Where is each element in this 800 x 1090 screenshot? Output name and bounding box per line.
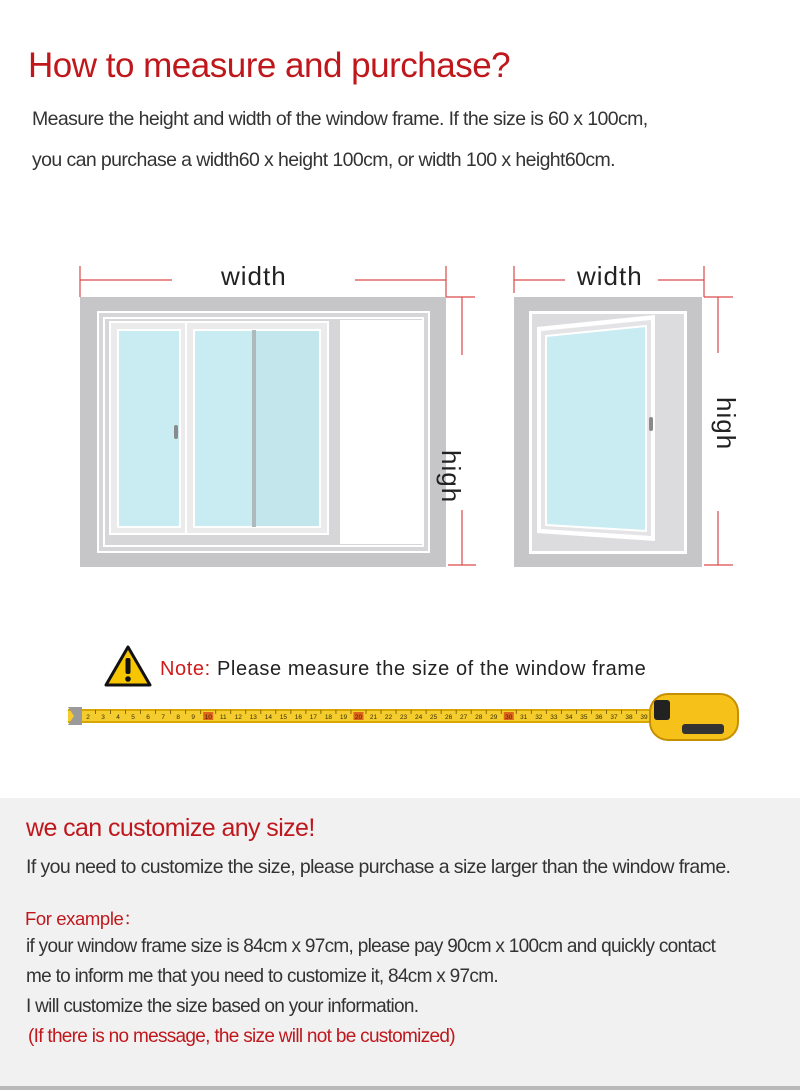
panel-bottom-divider (0, 1086, 800, 1090)
height-label-right: high (711, 397, 741, 451)
intro-line-1: Measure the height and width of the window frame. If the size is 60 x 100cm, (32, 108, 648, 130)
tape-number: 29 (490, 714, 498, 721)
note-body: Please measure the size of the window frame (216, 658, 647, 680)
tape-number: 12 (234, 714, 242, 721)
sliding-window-diagram (70, 255, 490, 575)
tape-number: 9 (191, 714, 196, 721)
width-label-left: width (221, 261, 287, 291)
tape-number: 11 (219, 714, 227, 721)
tape-number: 14 (264, 714, 272, 721)
tape-number: 37 (610, 714, 618, 721)
note-text (160, 658, 646, 681)
custom-description: If you need to customize the size, please purchase a size larger than the window frame. (26, 856, 731, 878)
tape-number: 28 (475, 714, 483, 721)
custom-title: we can customize any size! (26, 814, 315, 842)
tape-number: 16 (294, 714, 302, 721)
tape-number: 3 (101, 714, 105, 721)
tape-number: 32 (535, 714, 543, 721)
example-note: (If there is no message, the size will not be customized) (28, 1026, 455, 1047)
tape-number: 8 (176, 714, 180, 721)
tape-number: 24 (414, 714, 423, 721)
tape-number: 10 (204, 714, 212, 721)
intro-line-2: you can purchase a width60 x height 100cm, or width 100 x height60cm. (32, 149, 615, 171)
tape-number: 5 (131, 714, 135, 721)
tape-number: 36 (595, 714, 603, 721)
tape-number: 23 (399, 714, 408, 721)
tape-number: 15 (279, 714, 287, 721)
tape-number: 34 (565, 714, 573, 721)
page-title: How to measure and purchase? (28, 46, 511, 85)
tape-number: 4 (116, 714, 120, 721)
tape-number: 21 (369, 714, 378, 721)
tape-number: 39 (640, 714, 648, 721)
tape-number: 35 (580, 714, 588, 721)
sliding-window-illustration (70, 255, 490, 575)
example-line-1: if your window frame size is 84cm x 97cm, please pay 90cm x 100cm and quickly contact (26, 936, 716, 957)
example-title: For example： (25, 908, 142, 929)
tape-number: 6 (146, 714, 150, 721)
tape-number: 17 (309, 714, 318, 721)
tape-number: 13 (249, 714, 257, 721)
tape-number: 2 (86, 714, 90, 721)
tape-number: 31 (520, 714, 528, 721)
measuring-tape-icon (66, 688, 742, 748)
height-label-left: high (436, 450, 466, 504)
tape-number: 38 (625, 714, 633, 721)
tape-number: 22 (384, 714, 393, 721)
tape-number: 18 (324, 714, 333, 721)
tape-number: 19 (339, 714, 348, 721)
tape-number: 25 (430, 714, 438, 721)
example-line-2: me to inform me that you need to customize it, 84cm x 97cm. (26, 966, 498, 987)
width-label-right: width (577, 261, 643, 291)
casement-window-diagram (505, 255, 755, 575)
tape-number: 33 (550, 714, 558, 721)
tape-number: 30 (505, 714, 513, 721)
example-line-3: I will customize the size based on your information. (26, 996, 419, 1017)
note-prefix: Note: (160, 658, 211, 680)
tape-number: 7 (161, 714, 165, 721)
tape-number: 26 (445, 714, 453, 721)
tape-number: 20 (354, 714, 363, 721)
tape-number: 27 (460, 714, 468, 721)
warning-icon (104, 645, 152, 687)
